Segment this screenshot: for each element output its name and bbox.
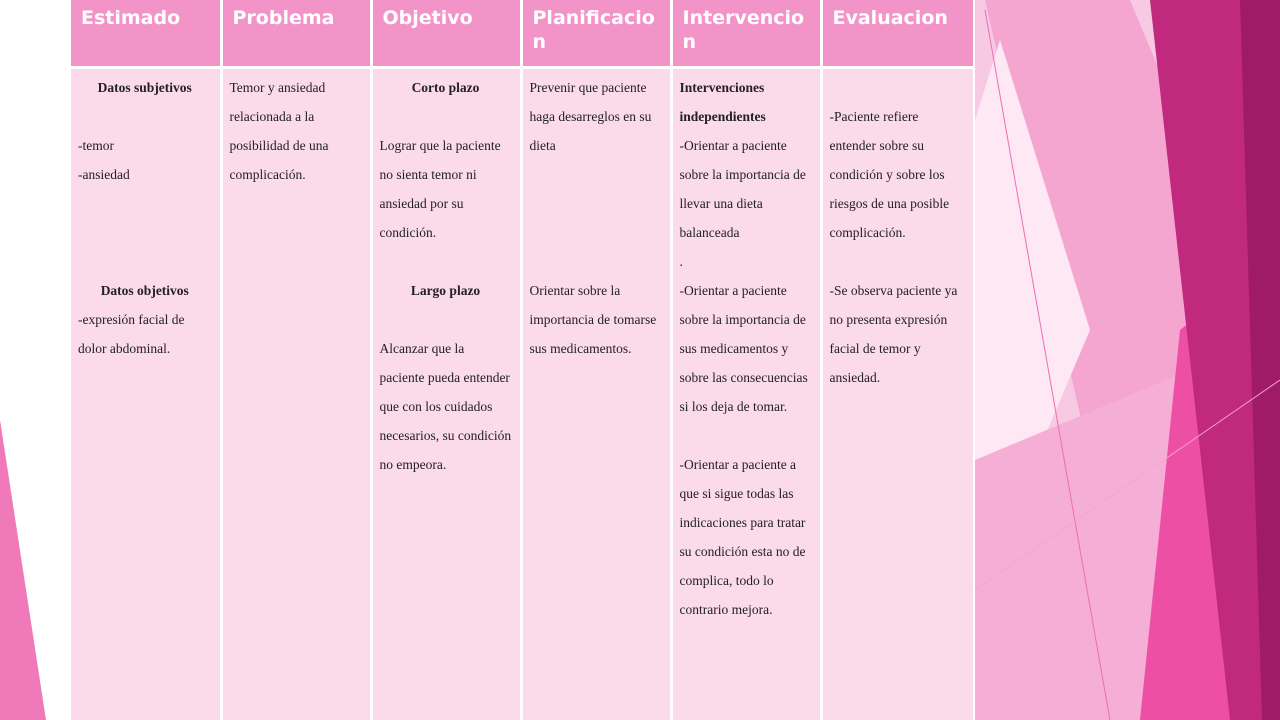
- content-row: [71, 68, 973, 720]
- header-problema: Problema: [221, 0, 371, 68]
- evaluacion-item: -Paciente refiere entender sobre su condición y sobre los riesgos de una posible complicación.: [829, 109, 950, 240]
- subjetivo-item: -ansiedad: [78, 167, 130, 182]
- header-evaluacion: Evaluacion: [821, 0, 973, 68]
- cell-estimado: [71, 68, 221, 720]
- header-row: [71, 0, 973, 68]
- cell-evaluacion: [821, 68, 973, 720]
- planificacion-item: Orientar sobre la importancia de tomarse sus medicamentos.: [529, 283, 657, 356]
- corto-plazo-title: Corto plazo: [411, 80, 480, 95]
- intervencion-item: .: [679, 254, 683, 269]
- intervencion-item: -Orientar a paciente a que si sigue todas las indicaciones para tratar su condición esta no de complica, todo lo contrario mejora.: [679, 457, 806, 617]
- intervencion-item: -Orientar a paciente sobre la importancia de llevar una dieta balanceada: [679, 138, 806, 240]
- care-plan-table: [71, 0, 973, 720]
- evaluacion-item: -Se observa paciente ya no presenta expresión facial de temor y ansiedad.: [829, 283, 958, 385]
- left-pink-shape: [0, 420, 46, 720]
- header-intervencion: Intervencion: [671, 0, 821, 68]
- cell-problema: [221, 68, 371, 720]
- subjetivo-item: -temor: [78, 138, 114, 153]
- objetivo-item: -expresión facial de dolor abdominal.: [78, 312, 185, 356]
- largo-plazo-text: Alcanzar que la paciente pueda entender que con los cuidados necesarios, su condición no empeora.: [379, 341, 512, 472]
- largo-plazo-title: Largo plazo: [410, 283, 481, 298]
- header-planificacion: Planificacion: [521, 0, 671, 68]
- datos-objetivos-title: Datos objetivos: [100, 283, 189, 298]
- cell-planificacion: [521, 68, 671, 720]
- header-objetivo: Objetivo: [371, 0, 521, 68]
- intervencion-item: -Orientar a paciente sobre la importancia de sus medicamentos y sobre las consecuencias si los deja de tomar.: [679, 283, 808, 414]
- cell-intervencion: [671, 68, 821, 720]
- planificacion-item: Prevenir que paciente haga desarreglos en su dieta: [529, 80, 652, 153]
- problema-text: Temor y ansiedad relacionada a la posibilidad de una complicación.: [229, 80, 329, 182]
- intervenciones-title: Intervenciones independientes: [679, 80, 766, 124]
- datos-subjetivos-title: Datos subjetivos: [97, 80, 192, 95]
- cell-objetivo: [371, 68, 521, 720]
- header-estimado: Estimado: [71, 0, 221, 68]
- corto-plazo-text: Lograr que la paciente no sienta temor ni ansiedad por su condición.: [379, 138, 501, 240]
